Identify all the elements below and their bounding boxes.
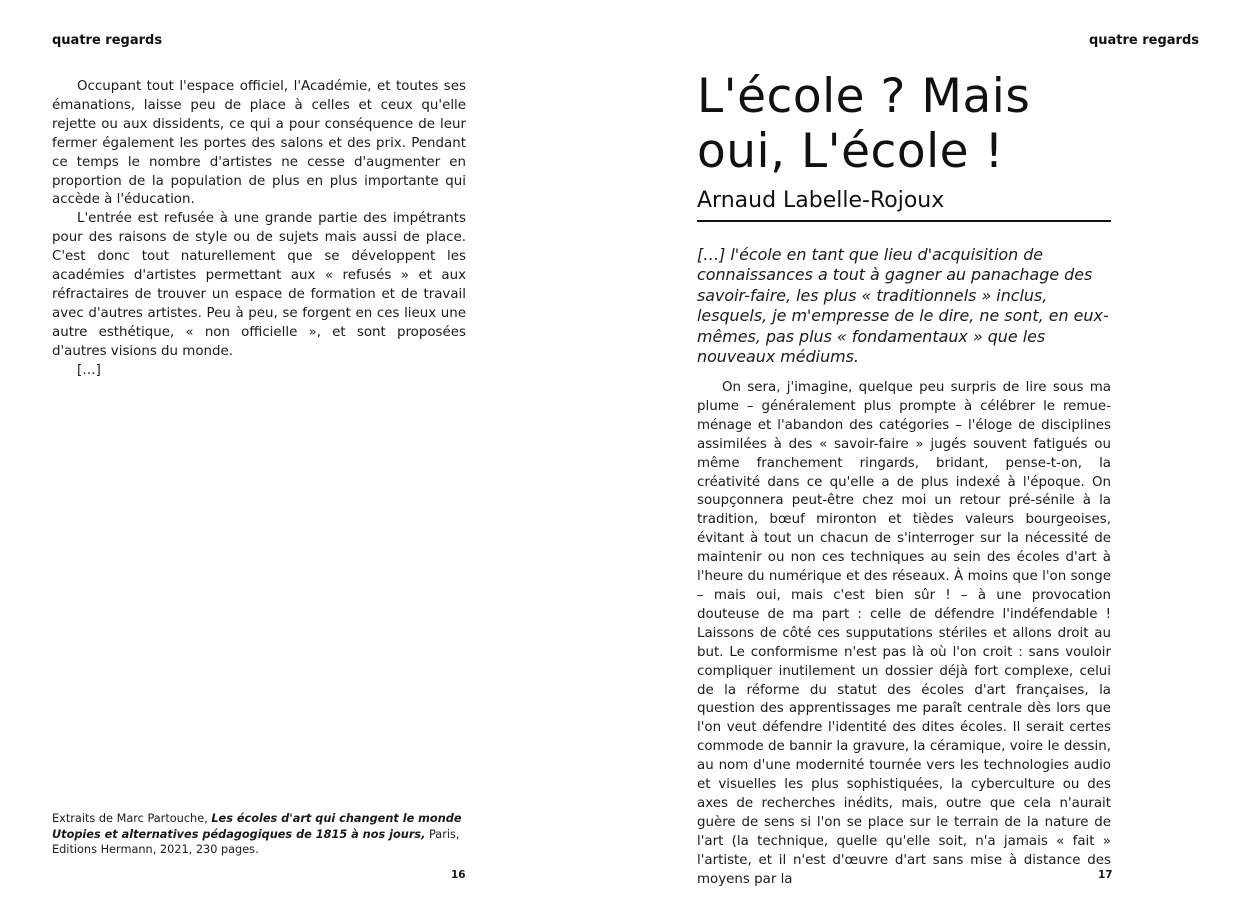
right-paragraph-1: On sera, j'imagine, quelque peu surpris de lire sous ma plume – généralement plus prompte à célébrer le remue-ménage et l'abandon des catégories – l'éloge de disciplines assimilées à des « savoir-faire » jugés souvent fatigués ou même franchement ringards, bridant, pense-t-on, la créativité dans ce qu'elle a de plus indexé à l'époque. On soupçonnera peut-être chez moi un retour pré-sénile à la tradition, bœuf mironton et tièdes valeurs bourgeoises, évitant à tout un chacun de s'interroger sur la nécessité de maintenir ou non ces techniques au sein des écoles d'art à l'heure du numérique et des réseaux. À moins que l'on songe – mais oui, mais c'est bien sûr ! – à une provocation douteuse de ma part : celle de défendre l'indéfendable ! Laissons de côté ces supputations stériles et allons droit au but. Le conformisme n'est pas là où l'on croit : sans vouloir compliquer inutilement un dossier déjà fort complexe, celui de la réforme du statut des écoles d'art françaises, la question des apprentissages me paraît centrale dès lors que l'on veut défendre l'identité des dites écoles. Il serait certes commode de bannir la gravure, la céramique, voire le dessin, au nom d'une modernité tournée vers les technologies audio et visuelles les plus sophistiquées, la cyberculture ou des axes de recherches inédits, mais, outre que cela n'aurait guère de sens si l'on se place sur le terrain de la nature de l'art (la technique, quelle qu'elle soit, n'a jamais « fait » l'artiste, et il n'est d'œuvre d'art sans mise à distance des moyens par la: [697, 380, 1111, 887]
left-paragraph-2: L'entrée est refusée à une grande partie des impétrants pour des raisons de style ou de sujets mais aussi de place. C'est donc tout naturellement que se développent les académies d'artistes permettant aux « refusés » et aux réfractaires de trouver un espace de formation et de travail avec d'autres artistes. Peu à peu, se forgent en ces lieux une autre esthétique, « non officielle », et sont proposées d'autres visions du monde.: [52, 211, 466, 359]
caption-suffix: Paris, Editions Hermann, 2021, 230 pages.: [52, 827, 460, 856]
caption-prefix: Extraits de Marc Partouche,: [52, 812, 212, 825]
running-head-right: quatre regards: [1088, 33, 1199, 48]
left-page-body: [52, 78, 466, 381]
left-paragraph-1: Occupant tout l'espace officiel, l'Académie, et toutes ses émanations, laisse peu de place à celles et ceux qu'elle rejette ou aux dissidents, ce qui a pour conséquence de leur fermer également les portes des salons et des prix. Pendant ce temps le nombre d'artistes ne cesse d'augmenter en proportion de la population de plus en plus importante qui accède à l'éducation.: [52, 79, 466, 208]
page-number-right: 17: [1098, 869, 1113, 881]
article-title: L'école ? Mais oui, L'école !: [697, 69, 1031, 179]
left-paragraph-3: […]: [77, 362, 101, 378]
article-author: Arnaud Labelle-Rojoux: [697, 186, 1111, 222]
right-page-body: [697, 379, 1111, 889]
source-caption: [52, 811, 466, 858]
caption-book-title: Les écoles d'art qui changent le monde Utopies et alternatives pédagogiques de 1815 à nos jours,: [52, 812, 462, 841]
epigraph: […] l'école en tant que lieu d'acquisition de connaissances a tout à gagner au panachage des savoir-faire, les plus « traditionnels » inclus, lesquels, je m'empresse de le dire, ne sont, en eux-mêmes, pas plus « fondamentaux » que les nouveaux médiums.: [697, 245, 1109, 367]
page-number-left: 16: [451, 869, 466, 881]
running-head-left: quatre regards: [52, 33, 163, 48]
